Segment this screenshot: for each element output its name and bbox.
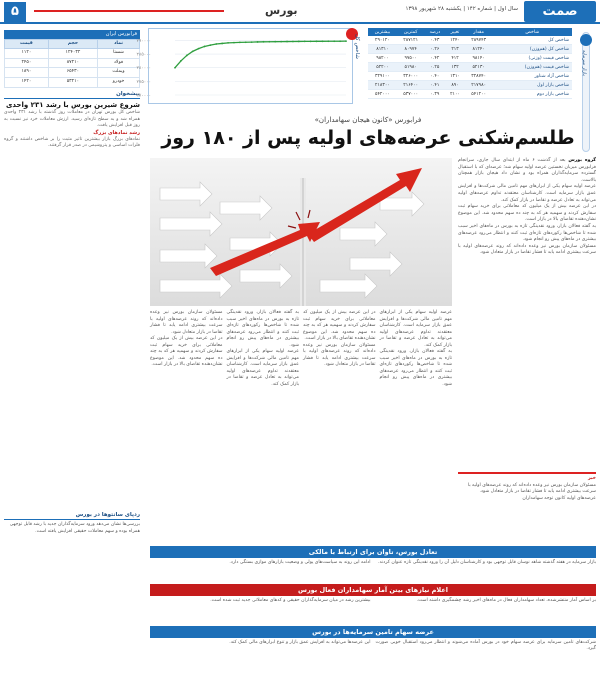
market-cell: ۵۲۱۳۰	[465, 63, 493, 72]
data-point	[198, 48, 200, 50]
table-cell: ۲۴۵۰	[5, 58, 49, 68]
market-col-header: شاخص	[492, 28, 572, 36]
data-point	[204, 46, 206, 48]
market-row	[368, 72, 572, 81]
data-point	[292, 41, 294, 43]
data-point	[286, 41, 288, 43]
market-cell: ۲۱۶۴۰۰	[397, 81, 425, 90]
market-row-name: شاخص کل (هم‌وزن)	[492, 45, 572, 54]
market-cell: ۰.۲۵	[425, 63, 446, 72]
table-row	[5, 68, 140, 78]
market-col-header: مقدار	[465, 28, 493, 36]
lower-box-3-text	[150, 638, 596, 653]
market-cell: ۵۲۲۰۰	[368, 63, 397, 72]
market-row-name: شاخص بازار دوم	[492, 90, 572, 99]
market-cell: ۴۱۲	[445, 54, 465, 63]
market-cell: ۲۸۷۱۲۱	[397, 36, 425, 45]
lower-box-3-title: عرضه سهام تامین سرمایه‌ها در بورس	[150, 626, 596, 638]
article-kicker: فرابورس «کانون هیجان سهامداران»	[314, 116, 422, 124]
market-cell: ۰.۴۱	[425, 81, 446, 90]
market-row-name: شاخص بازار اول	[492, 81, 572, 90]
data-point	[192, 50, 194, 52]
market-row	[368, 36, 572, 45]
market-row	[368, 81, 572, 90]
data-point	[251, 41, 253, 43]
lower-paragraph: بیشترین رشد در میان سرمایه‌گذاران حقیقی و کدهای معاملاتی جدید ثبت شده است.	[210, 598, 371, 603]
lower-paragraph: بازار سرمایه در هفته گذشته شاهد نوسان قابل توجهی بود و کارشناسان دلیل آن را ورود نقدینگی تازه عنوان کردند.	[378, 560, 596, 565]
market-cell: ۹۸۲۰۰	[368, 54, 397, 63]
page-number: ۵	[4, 2, 26, 22]
data-point	[227, 42, 229, 44]
market-cell: ۵۱۹۸۰	[397, 63, 425, 72]
left-paragraph: شاخص کل بورس تهران در معاملات روز گذشته با رشد ۲۳۱ واحدی همراه شد و به سطح تازه‌ای رسید. ارزش معاملات خرد نیز نسبت به روز قبل افزایش یافت.	[4, 110, 140, 129]
market-row	[368, 45, 572, 54]
market-col-header: درصد	[425, 28, 446, 36]
lower-box-1	[150, 546, 596, 566]
market-row-name: شاخص قیمت (هم‌وزن)	[492, 63, 572, 72]
left-article-text	[4, 110, 140, 430]
lower-paragraph: ادامه این روند به سیاست‌های پولی و وضعیت بازارهای موازی بستگی دارد.	[229, 560, 371, 565]
data-point	[298, 41, 300, 43]
data-point	[322, 40, 324, 42]
market-cell: ۸۹۰	[445, 81, 465, 90]
article-body	[150, 310, 452, 538]
market-cell: ۰.۲۶	[425, 45, 446, 54]
market-row-name: شاخص آزاد شناور	[492, 72, 572, 81]
body-column	[150, 310, 223, 538]
data-point	[180, 60, 182, 62]
left-subheading: رشد نمادهای بزرگ	[93, 129, 140, 136]
y-tick-label: ۲۸۰۰۰۰	[136, 66, 151, 72]
y-tick-label: ۲۹۰۰۰۰	[136, 38, 151, 44]
lower-box-2-text	[150, 596, 596, 604]
data-point	[310, 40, 312, 42]
table-row	[5, 77, 140, 87]
market-cell: ۵۴۲۰۰۰	[368, 90, 397, 99]
data-point	[327, 40, 329, 42]
index-line-chart	[136, 29, 352, 103]
col-header: نماد	[98, 39, 140, 49]
body-paragraph: مسئولان سازمان بورس نیز وعده داده‌اند که روند عرضه‌های اولیه با سرعت بیشتری ادامه یابد تا فشار تقاضا در بازار متعادل شود.	[150, 310, 223, 335]
market-cell: ۰.۳۹	[425, 90, 446, 99]
body-paragraph: به گفته فعالان بازار، ورود نقدینگی تازه به بورس در ماه‌های اخیر سبب شده تا شاخص‌ها رکوردهای تازه‌ای ثبت کنند و انتظار می‌رود عرضه‌های بیشتری در ماه‌های پیش رو انجام شود.	[379, 349, 452, 387]
market-col-header: تغییر	[445, 28, 465, 36]
market-cell: ۲۹۰۱۲۰	[368, 36, 397, 45]
lower-paragraph: شرکت‌های تامین سرمایه برای عرضه سهام خود در بورس آماده می‌شوند و انتظار می‌رود استقبال خوبی صورت گیرد.	[375, 640, 596, 652]
table-cell: ۱۱۲۰	[5, 49, 49, 59]
news-box-label: خبر	[587, 476, 596, 481]
table-row	[5, 49, 140, 59]
left-news-label: پیشخوان	[4, 91, 140, 100]
hero-image	[150, 158, 452, 306]
body-paragraph: مسئولان سازمان بورس نیز وعده داده‌اند که روند عرضه‌های اولیه با سرعت بیشتری ادامه یابد تا فشار تقاضا در بازار متعادل شود.	[458, 243, 596, 256]
data-point	[186, 55, 188, 57]
data-point	[209, 44, 211, 46]
market-cell: ۲۱۸۳۰۰	[368, 81, 397, 90]
left-lower-paragraph: بررسی‌ها نشان می‌دهد ورود سرمایه‌گذاران جدید با رشد قابل توجهی همراه بوده و سهم معاملات حقیقی افزایش یافته است.	[9, 522, 140, 534]
issue-line: سال اول | شماره ۱۴۲ | یکشنبه ۲۸ شهریور ۱۳۹۸	[405, 6, 518, 12]
data-point	[333, 40, 335, 42]
lower-box-1-text	[150, 558, 596, 566]
left-table-header	[4, 30, 140, 39]
market-cell: ۲۱۳	[445, 45, 465, 54]
data-point	[221, 43, 223, 45]
body-paragraph: عرضه اولیه سهام یکی از ابزارهای مهم تامین مالی شرکت‌ها و افزایش عمق بازار سرمایه است. کارشناسان معتقدند تداوم عرضه‌های اولیه می‌تواند به تعادل عرضه و تقاضا در بازار کمک کند.	[226, 349, 299, 387]
market-row-name: شاخص کل	[492, 36, 572, 45]
y-tick-label: ۲۸۵۰۰۰	[136, 52, 151, 58]
news-box-caption: عرضه‌های اولیه کانون توجه سهامداران	[522, 495, 596, 501]
market-cell: ۱۳۱۰	[445, 72, 465, 81]
data-point	[263, 41, 265, 43]
table-cell: ۱۴۲۰	[5, 77, 49, 87]
market-cell: ۵۴۱۲۰۰	[465, 90, 493, 99]
market-cell: ۲۱۰۰	[445, 90, 465, 99]
right-column-text	[458, 158, 596, 468]
table-cell: ۱۸۹۰	[5, 68, 49, 78]
market-cell: ۹۷۵۰۰	[397, 54, 425, 63]
data-point	[239, 41, 241, 43]
data-point	[245, 41, 247, 43]
market-cell: ۰.۴۳	[425, 36, 446, 45]
left-lower-headline: ردپای سانتوها در بورس	[4, 512, 140, 520]
data-point	[174, 67, 176, 69]
article-headline: طلسم‌شکنی عرضه‌های اولیه پس از ۱۸۰ روز	[161, 127, 575, 149]
table-cell: فولاد	[98, 58, 140, 68]
table-cell: ۶۵۴۳۰	[48, 68, 97, 78]
header-decoration	[34, 10, 224, 12]
body-paragraph: در این عرضه بیش از یک میلیون کد معاملاتی برای خرید سهام ثبت سفارش کردند و سهمیه هر کد به چند ده سهم محدود شد. این موضوع نشان‌دهنده تقاضای بالا در بازار است.	[303, 310, 376, 341]
section-title: بورس	[265, 4, 298, 17]
market-side-label: بازار سرمایه	[581, 50, 587, 76]
market-cell: ۰.۴۲	[425, 54, 446, 63]
news-box	[458, 472, 596, 542]
table-cell: خودرو	[98, 77, 140, 87]
body-paragraph: در این عرضه بیش از یک میلیون کد معاملاتی برای خرید سهام ثبت سفارش کردند و سهمیه هر کد به چند ده سهم محدود شد. این موضوع نشان‌دهنده تقاضای بالا در بازار است.	[150, 336, 223, 367]
newspaper-logo: صمت	[524, 1, 596, 22]
data-point	[316, 40, 318, 42]
market-cell: ۸۰۹۷۴	[397, 45, 425, 54]
market-cell: ۵۳۷۰۰۰	[397, 90, 425, 99]
market-summary	[368, 28, 572, 106]
body-paragraph: در این عرضه بیش از یک میلیون کد معاملاتی برای خرید سهام ثبت سفارش کردند و سهمیه هر کد به چند ده سهم محدود شد. این موضوع نشان‌دهنده تقاضای بالا در بازار است.	[458, 204, 596, 223]
market-row	[368, 90, 572, 99]
market-cell: ۸۱۳۱۰	[368, 45, 397, 54]
lower-box-3	[150, 626, 596, 653]
body-paragraph: عرضه اولیه سهام یکی از ابزارهای مهم تامین مالی شرکت‌ها و افزایش عمق بازار سرمایه است. کارشناسان معتقدند تداوم عرضه‌های اولیه می‌تواند به تعادل عرضه و تقاضا در بازار کمک کند.	[379, 310, 452, 348]
news-box-text: مسئولان سازمان بورس نیز وعده داده‌اند که روند عرضه‌های اولیه با سرعت بیشتری ادامه یابد تا فشار تقاضا در بازار متعادل شود.	[467, 482, 596, 494]
data-point	[304, 41, 306, 43]
table-row	[5, 58, 140, 68]
market-cell: ۸۱۲۴۰	[465, 45, 493, 54]
index-chart	[136, 28, 353, 104]
lead-paragraph: بعد از گذشت ۶ ماه از ابتدای سال جاری، سرانجام فرابورس میزبان نخستین عرضه اولیه سهام شد؛ عرضه‌ای که با استقبال گسترده سرمایه‌گذاران همراه بود و نشان داد هیجان بازار همچنان بالاست.	[458, 158, 596, 183]
left-mini-table	[4, 39, 140, 88]
market-cell: ۳۲۸۷۴۰	[465, 72, 493, 81]
market-row-name: شاخص قیمت (وزنی)	[492, 54, 572, 63]
data-point	[268, 41, 270, 43]
left-paragraph: نمادهای بزرگ بازار بیشترین تاثیر مثبت را بر شاخص داشتند و گروه فلزات اساسی و پتروشیمی در صدر قرار گرفتند.	[4, 136, 140, 149]
market-cell: ۱۳۲	[445, 63, 465, 72]
table-cell: ۱۲۴۰۳۲	[48, 49, 97, 59]
market-cell: ۹۸۱۴۰	[465, 54, 493, 63]
body-column	[227, 310, 300, 538]
body-paragraph: عرضه اولیه سهام یکی از ابزارهای مهم تامین مالی شرکت‌ها و افزایش عمق بازار سرمایه است. کارشناسان معتقدند تداوم عرضه‌های اولیه می‌تواند به تعادل عرضه و تقاضا در بازار کمک کند.	[458, 184, 596, 203]
table-cell: ۵۳۲۱۰	[48, 77, 97, 87]
series-line	[175, 41, 346, 68]
market-cell: ۰.۴۰	[425, 72, 446, 81]
body-paragraph: به گفته فعالان بازار، ورود نقدینگی تازه به بورس در ماه‌های اخیر سبب شده تا شاخص‌ها رکوردهای تازه‌ای ثبت کنند و انتظار می‌رود عرضه‌های بیشتری در ماه‌های پیش رو انجام شود.	[226, 310, 299, 348]
data-point	[280, 41, 282, 43]
table-cell: وبملت	[98, 68, 140, 78]
market-cell: ۳۲۹۱۰۰	[368, 72, 397, 81]
y-tick-label: ۲۷۵۰۰۰	[136, 79, 151, 85]
table-cell: شستا	[98, 49, 140, 59]
body-column	[380, 310, 453, 538]
market-col-header: کمترین	[397, 28, 425, 36]
market-col-header: بیشترین	[368, 28, 397, 36]
col-header: حجم	[48, 39, 97, 49]
market-cell: ۳۲۶۰۰۰	[397, 72, 425, 81]
data-point	[257, 41, 259, 43]
market-cell: ۲۱۷۹۸۰	[465, 81, 493, 90]
market-cell: ۱۲۴۰	[445, 36, 465, 45]
page-header	[0, 0, 600, 24]
data-point	[215, 43, 217, 45]
y-tick-label: ۲۷۰۰۰۰	[136, 93, 151, 99]
market-table	[368, 28, 572, 99]
lower-paragraph: بر اساس آمار منتشرشده، تعداد سهامداران فعال در ماه‌های اخیر رشد چشمگیری داشته است.	[416, 598, 596, 603]
left-table-title: فرابورس ایران	[105, 31, 137, 37]
left-headline: شروع شیرین بورس با رشد ۲۳۱ واحدی	[5, 101, 140, 110]
market-cell: ۲۸۹۷۴۳	[465, 36, 493, 45]
arrows-illustration	[150, 158, 452, 306]
market-side-dot-icon	[580, 34, 592, 46]
data-point	[339, 40, 341, 42]
market-row	[368, 63, 572, 72]
body-paragraph: به گفته فعالان بازار، ورود نقدینگی تازه به بورس در ماه‌های اخیر سبب شده تا شاخص‌ها رکوردهای تازه‌ای ثبت کنند و انتظار می‌رود عرضه‌های بیشتری در ماه‌های پیش رو انجام شود.	[458, 223, 596, 243]
data-point	[345, 40, 347, 42]
col-header: قیمت	[5, 39, 49, 49]
chart-side-label: شاخص کل	[354, 34, 360, 59]
left-column	[4, 30, 140, 670]
lower-paragraph: این عرضه‌ها می‌تواند به افزایش عمق بازار و تنوع ابزارهای مالی کمک کند.	[229, 640, 371, 645]
left-lower-article	[4, 510, 140, 535]
table-cell: ۸۷۲۱۰	[48, 58, 97, 68]
data-point	[274, 41, 276, 43]
data-point	[233, 42, 235, 44]
body-paragraph: مسئولان سازمان بورس نیز وعده داده‌اند که روند عرضه‌های اولیه با سرعت بیشتری ادامه یابد تا فشار تقاضا در بازار متعادل شود.	[303, 342, 376, 367]
lead-label: گروه بورس	[568, 158, 596, 163]
market-row	[368, 54, 572, 63]
lower-box-1-title: تعادل بورس، تاوان برای ارتباط با مالکی	[150, 546, 596, 558]
lower-box-2-title: اعلام نیازهای بیتن آمار سهامداران فعال بورس	[150, 584, 596, 596]
body-column	[303, 310, 376, 538]
lower-box-2	[150, 584, 596, 604]
